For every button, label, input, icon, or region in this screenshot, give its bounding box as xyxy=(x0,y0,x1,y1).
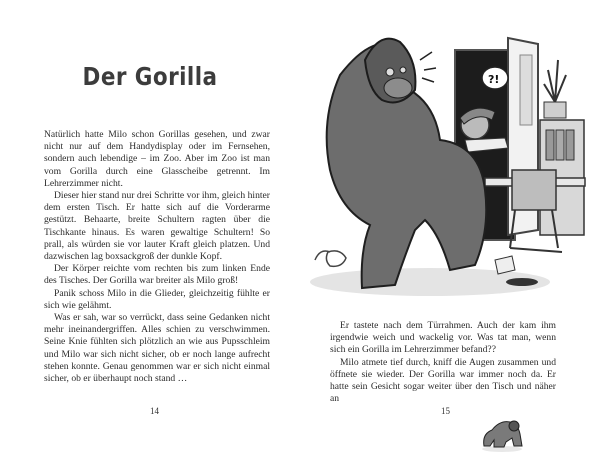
chapter-title: Der Gorilla xyxy=(82,62,218,91)
left-page-text xyxy=(44,129,270,385)
paragraph: Er tastete nach dem Türrahmen. Auch der kam ihm irgendwie weich und wackelig vor. Was tat man, wenn sich ein Gorilla im Lehrerzimmer befand?? xyxy=(330,320,556,356)
page-number-left: 14 xyxy=(150,406,159,416)
paragraph: Milo atmete tief durch, kniff die Augen zusammen und öffnete sie wieder. Der Gorilla war immer noch da. Er hatte sein Gesicht sogar weiter über den Tisch und näher an xyxy=(330,356,556,405)
paragraph: Natürlich hatte Milo schon Gorillas gesehen, und zwar nicht nur auf dem Handydisplay oder im Fernsehen, sondern auch lebendige – im Zoo. Aber im Zoo ist man vom Gorilla durch eine Glasscheibe getrennt. Im Lehrerzimmer nicht. xyxy=(44,129,270,189)
page-number-right: 15 xyxy=(441,406,450,416)
paragraph: Was er sah, war so verrückt, dass seine Gedanken nicht mehr ineinandergriffen. Alles schien zu verschwimmen. Seine Knie fühlten sich plötzlich an wie aus Pupsschleim und Milo war sich nicht sicher, ob er noch lange aufrecht stehen konnte. Genau genommen war er sich nicht einmal sicher, ob er überhaupt noch stand … xyxy=(44,312,270,385)
small-gorilla-icon xyxy=(478,412,526,452)
paragraph: Dieser hier stand nur drei Schritte vor ihm, gleich hinter dem ersten Tisch. Er hatte sich auf die Vorderarme gestützt. Behaarte, breite Schultern ragten über die Tischkante hinaus. Es waren gewaltige Schultern! So prall, als würden sie vor lauter Kraft gleich platzen. Und dazwischen lag boxsackgroß der dunkle Kopf. xyxy=(44,190,270,263)
gorilla-illustration xyxy=(300,20,600,320)
right-page-text xyxy=(330,320,556,405)
speech-bubble-text: ?! xyxy=(488,73,500,86)
paragraph: Der Körper reichte vom rechten bis zum linken Ende des Tisches. Der Gorilla war breiter als Milo groß! xyxy=(44,263,270,287)
paragraph: Panik schoss Milo in die Glieder, gleichzeitig fühlte er sich wie gelähmt. xyxy=(44,287,270,311)
